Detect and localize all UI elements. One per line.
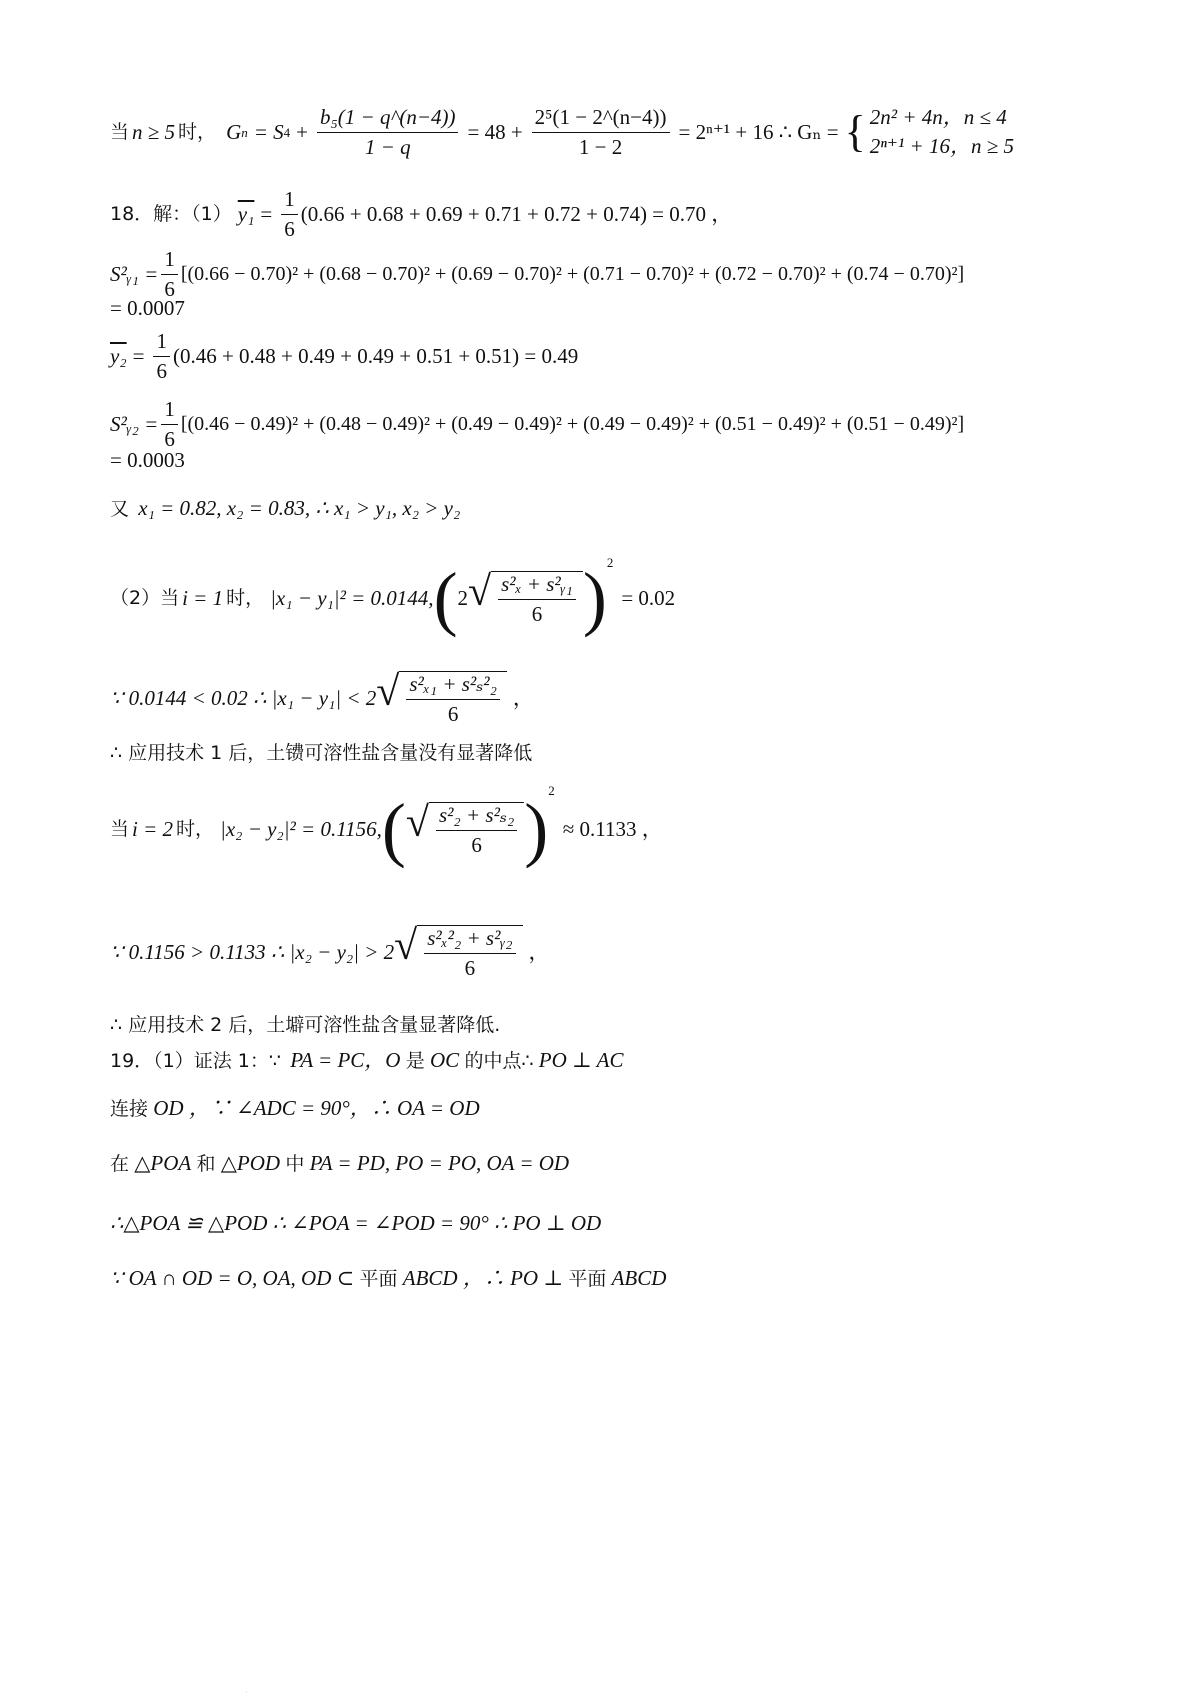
comma: ， bbox=[512, 685, 534, 710]
math: i = 1 bbox=[182, 585, 224, 610]
fraction-numerator: 1 bbox=[161, 249, 178, 275]
math: = 2ⁿ⁺¹ + 16 ∴ Gₙ = bbox=[678, 119, 839, 144]
q18-compare bbox=[110, 498, 460, 519]
fraction-numerator: 1 bbox=[153, 331, 170, 357]
square-root bbox=[376, 671, 507, 725]
fraction-numerator: s²₂ + s²ₛ₂ bbox=[436, 805, 517, 831]
q18-mean-y1 bbox=[110, 186, 732, 242]
q19-line2 bbox=[110, 1098, 480, 1119]
q18-variance-y1 bbox=[110, 246, 964, 302]
fraction-denominator: 6 bbox=[531, 602, 543, 626]
fraction bbox=[153, 328, 170, 383]
math: (0.66 + 0.68 + 0.69 + 0.71 + 0.72 + 0.74) = 0.70 ， bbox=[300, 201, 733, 226]
text: 的中点∴ bbox=[464, 1050, 534, 1072]
math: ≈ 0.1133 ， bbox=[562, 816, 663, 841]
math: OD bbox=[153, 1096, 184, 1120]
fraction-denominator: 6 bbox=[447, 702, 459, 726]
math: [(0.66 − 0.70)² + (0.68 − 0.70)² + (0.69 − 0.70)² + (0.71 − 0.70)² + (0.72 − 0.70)² + (0.74 − 0.70)²] bbox=[180, 263, 965, 285]
p2-i2-compare bbox=[110, 912, 550, 992]
comma: ， bbox=[528, 939, 550, 964]
math: y₂ bbox=[110, 343, 127, 368]
math: ∵ 0.1156 > 0.1133 ∴ |x₂ − y₂| > 2 bbox=[110, 939, 395, 964]
math: ∵ OA ∩ OD = O, OA, OD ⊂ bbox=[110, 1266, 355, 1290]
right-paren: ) bbox=[582, 558, 607, 638]
math: OC bbox=[430, 1048, 460, 1072]
math: 4 bbox=[283, 124, 291, 140]
math: PA = PD, PO = PO, OA = OD bbox=[309, 1151, 570, 1175]
radical: √ bbox=[468, 569, 492, 615]
fraction-numerator: s²ₓ + s²ᵧ₁ bbox=[498, 574, 576, 600]
math: S²ᵧ₁ = bbox=[110, 261, 159, 286]
text: （2）当 bbox=[110, 586, 180, 609]
fraction bbox=[532, 104, 670, 159]
math: G bbox=[226, 119, 242, 144]
text: 当 bbox=[110, 120, 130, 143]
left-paren: ( bbox=[381, 789, 406, 869]
math: PA = PC，O bbox=[290, 1048, 401, 1072]
piecewise bbox=[845, 107, 1014, 157]
math: 2 bbox=[457, 585, 469, 610]
math: ABCD bbox=[611, 1266, 667, 1290]
fraction bbox=[498, 574, 576, 625]
math: △POA bbox=[134, 1151, 192, 1175]
text: 时， bbox=[226, 586, 265, 609]
math: x₁ = 0.82, x₂ = 0.83, ∴ x₁ > y₁, x₂ > y₂ bbox=[138, 496, 461, 520]
radical: √ bbox=[394, 923, 418, 969]
fraction-denominator: 6 bbox=[284, 216, 295, 241]
case: 2ⁿ⁺¹ + 16，n ≥ 5 bbox=[869, 134, 1014, 158]
math: |x₁ − y₁|² = 0.0144, bbox=[270, 585, 434, 610]
text: 平面 bbox=[359, 1268, 398, 1290]
text: 在 bbox=[110, 1153, 130, 1175]
q19-line5 bbox=[110, 1268, 666, 1289]
fraction-denominator: 6 bbox=[471, 833, 482, 857]
q19-line4: ∴△POA ≌ △POD ∴ ∠POA = ∠POD = 90° ∴ PO ⊥ OD bbox=[110, 1211, 602, 1235]
fraction bbox=[161, 246, 178, 301]
q18-variance-y1-value: = 0.0007 bbox=[110, 296, 185, 320]
text: 时， bbox=[178, 120, 217, 143]
p2-i1-line bbox=[110, 556, 675, 640]
text: 19．（1）证法 1：∵ bbox=[110, 1050, 281, 1072]
p2-conclusion-2: ∴ 应用技术 2 后，土壀可溶性盐含量显著降低. bbox=[110, 1014, 501, 1036]
math: n bbox=[241, 124, 248, 140]
fraction-denominator: 6 bbox=[464, 956, 476, 980]
q19-line1 bbox=[110, 1050, 623, 1071]
math: (0.46 + 0.48 + 0.49 + 0.49 + 0.51 + 0.51) = 0.49 bbox=[172, 343, 579, 368]
right-paren: ) bbox=[524, 789, 549, 869]
math: ∵ 0.0144 < 0.02 ∴ |x₁ − y₁| < 2 bbox=[110, 685, 377, 710]
fraction bbox=[161, 396, 178, 451]
radical: √ bbox=[405, 800, 429, 846]
fraction bbox=[317, 104, 458, 159]
footer-dot: · bbox=[245, 1688, 248, 1697]
radical: √ bbox=[376, 669, 400, 715]
fraction-denominator: 1 − q bbox=[364, 134, 411, 159]
square-root bbox=[394, 925, 522, 979]
fraction-numerator: 2⁵(1 − 2^(n−4)) bbox=[532, 107, 670, 133]
exponent: 2 bbox=[606, 555, 614, 570]
text: 和 bbox=[196, 1153, 216, 1175]
math: [(0.46 − 0.49)² + (0.48 − 0.49)² + (0.49 − 0.49)² + (0.49 − 0.49)² + (0.51 − 0.49)² + (0.51 − 0.49)²] bbox=[180, 413, 965, 435]
fraction-numerator: s²ₓ²₂ + s²ᵧ₂ bbox=[424, 928, 515, 954]
case: 2n² + 4n，n ≤ 4 bbox=[869, 105, 1007, 129]
fraction-numerator: s²ₓ₁ + s²ₛ²₂ bbox=[406, 674, 500, 700]
radicand bbox=[417, 925, 522, 979]
fraction bbox=[436, 805, 517, 856]
fraction-numerator: 1 bbox=[161, 399, 178, 425]
exponent: 2 bbox=[548, 783, 555, 798]
equals: = bbox=[132, 343, 145, 368]
radicand bbox=[491, 571, 583, 625]
math: △POD bbox=[220, 1151, 281, 1175]
radicand bbox=[429, 802, 524, 856]
q18-variance-y2-value: = 0.0003 bbox=[110, 448, 185, 472]
math: PO ⊥ AC bbox=[538, 1048, 624, 1072]
p2-i2-line bbox=[110, 784, 663, 874]
fraction-denominator: 6 bbox=[164, 426, 175, 451]
text: 18．解：（1） bbox=[110, 202, 232, 225]
equals: = bbox=[260, 201, 273, 226]
p2-i1-compare bbox=[110, 660, 534, 736]
math: ，∵ ∠ADC = 90°，∴ OA = OD bbox=[188, 1096, 480, 1120]
fraction-denominator: 6 bbox=[164, 276, 175, 301]
math: i = 2 bbox=[132, 816, 174, 841]
text: 连接 bbox=[110, 1098, 149, 1120]
fraction bbox=[281, 186, 298, 241]
math: S²ᵧ₂ = bbox=[110, 411, 159, 436]
text: 时， bbox=[176, 817, 215, 840]
math: n ≥ 5 bbox=[132, 119, 176, 144]
text: 是 bbox=[405, 1050, 425, 1072]
math: |x₂ − y₂|² = 0.1156, bbox=[220, 816, 382, 841]
fraction-numerator: b₅(1 − q^(n−4)) bbox=[317, 107, 458, 133]
square-root bbox=[406, 802, 524, 856]
left-paren: ( bbox=[433, 558, 458, 638]
q19-line3 bbox=[110, 1153, 569, 1174]
math: y₁ bbox=[237, 201, 255, 226]
radicand bbox=[399, 671, 507, 725]
math: ABCD bbox=[402, 1266, 458, 1290]
p2-conclusion-1: ∴ 应用技术 1 后，土镄可溶性盐含量没有显著降低 bbox=[110, 742, 533, 764]
gn-formula-line bbox=[110, 92, 1014, 172]
math: = S bbox=[253, 119, 284, 144]
text: 当 bbox=[110, 817, 130, 840]
fraction bbox=[406, 674, 500, 725]
text: 中 bbox=[285, 1153, 305, 1175]
plus: + bbox=[296, 119, 308, 144]
left-brace: { bbox=[844, 107, 866, 156]
cases bbox=[870, 107, 1014, 157]
text: 平面 bbox=[568, 1268, 607, 1290]
q18-mean-y2 bbox=[110, 328, 578, 384]
text: 又 bbox=[110, 498, 130, 520]
math: ，∴ PO ⊥ bbox=[462, 1266, 564, 1290]
fraction-denominator: 6 bbox=[156, 358, 167, 383]
q18-variance-y2 bbox=[110, 396, 964, 452]
fraction-denominator: 1 − 2 bbox=[578, 134, 623, 159]
math: = 48 + bbox=[467, 119, 523, 144]
fraction-numerator: 1 bbox=[281, 189, 298, 215]
math: = 0.02 bbox=[621, 585, 676, 610]
fraction bbox=[424, 928, 515, 979]
square-root bbox=[468, 571, 583, 625]
